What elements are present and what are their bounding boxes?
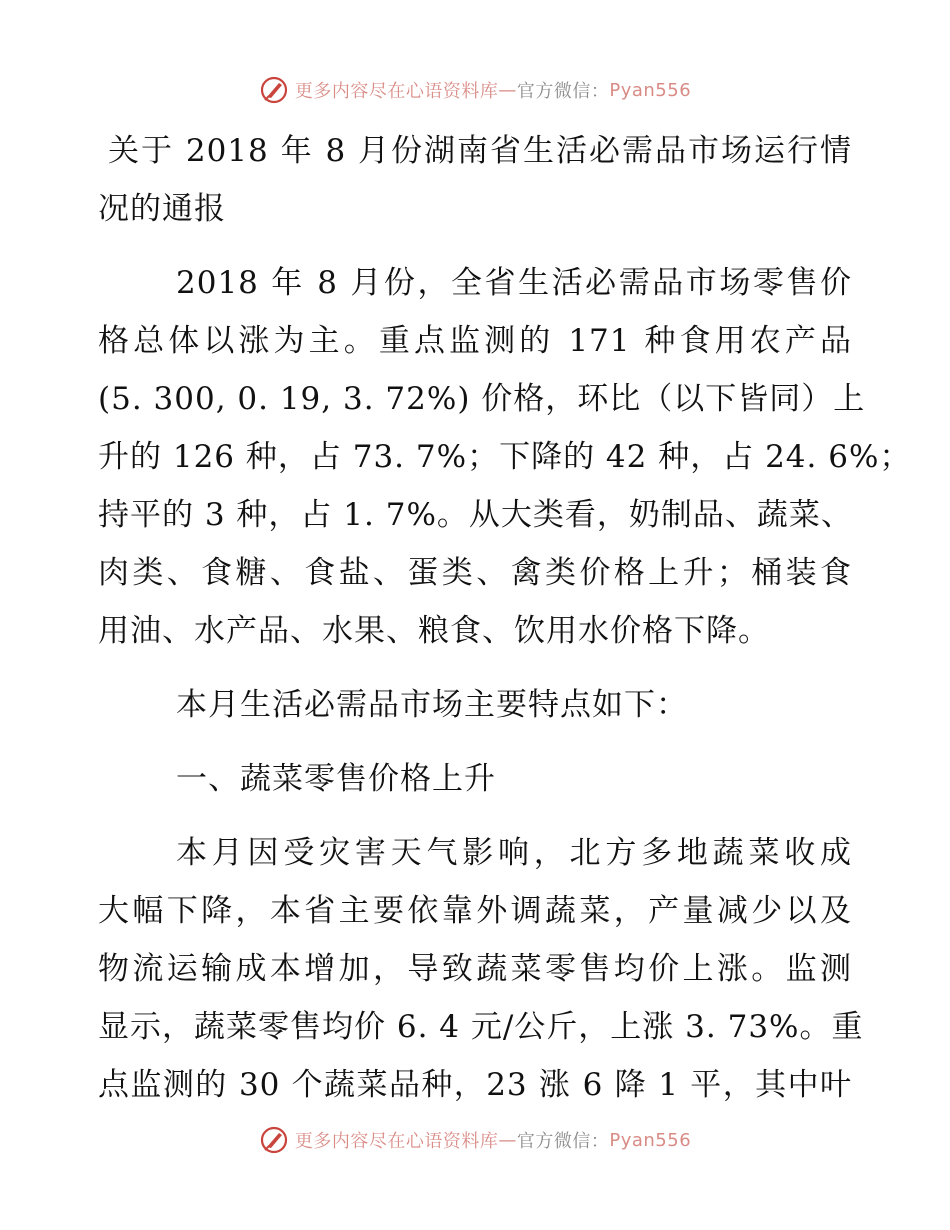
para2: 本月生活必需品市场主要特点如下：	[176, 687, 688, 723]
watermark-id: Pyan556	[609, 1129, 692, 1151]
quill-logo-icon	[259, 75, 289, 105]
watermark-sub: 官方微信：	[516, 81, 610, 102]
para1-line-6: 肉类、食糖、食盐、蛋类、禽类价格上升；桶装食	[98, 555, 852, 591]
quill-logo-icon	[259, 1125, 289, 1155]
para3-line-4: 显示，蔬菜零售均价 6. 4 元/公斤，上涨 3. 73%。重	[98, 1009, 864, 1045]
document-body	[98, 122, 912, 1114]
para1-line-5: 持平的 3 种，占 1. 7%。从大类看，奶制品、蔬菜、	[98, 497, 853, 533]
para1-line-4: 升的 126 种，占 73. 7%；下降的 42 种，占 24. 6%；	[98, 439, 912, 475]
para3-line-2: 大幅下降，本省主要依靠外调蔬菜，产量减少以及	[98, 893, 852, 929]
para1-line-2: 格总体以涨为主。重点监测的 171 种食用农产品	[98, 323, 852, 359]
watermark-sub: 官方微信：	[516, 1131, 610, 1152]
watermark-text: 更多内容尽在心语资料库	[294, 81, 499, 102]
section-heading-1: 一、蔬菜零售价格上升	[176, 761, 496, 797]
watermark-footer	[0, 1120, 950, 1160]
para1-line-1: 2018 年 8 月份，全省生活必需品市场零售价	[176, 265, 852, 301]
para3-line-3: 物流运输成本增加，导致蔬菜零售均价上涨。监测	[98, 951, 852, 987]
watermark-text: 更多内容尽在心语资料库	[294, 1131, 499, 1152]
watermark-id: Pyan556	[609, 79, 692, 101]
title-line-2: 况的通报	[98, 191, 226, 227]
watermark-separator: —	[498, 1129, 517, 1151]
para3-line-1: 本月因受灾害天气影响，北方多地蔬菜收成	[176, 835, 852, 871]
title-line-1: 关于 2018 年 8 月份湖南省生活必需品市场运行情	[108, 133, 852, 169]
watermark-separator: —	[498, 79, 517, 101]
para1-line-3: (5. 300, 0. 19, 3. 72%) 价格，环比（以下皆同）上	[98, 381, 866, 417]
para3-line-5: 点监测的 30 个蔬菜品种，23 涨 6 降 1 平，其中叶	[98, 1067, 852, 1103]
para1-line-7: 用油、水产品、水果、粮食、饮用水价格下降。	[98, 613, 770, 649]
watermark-header	[0, 70, 950, 110]
